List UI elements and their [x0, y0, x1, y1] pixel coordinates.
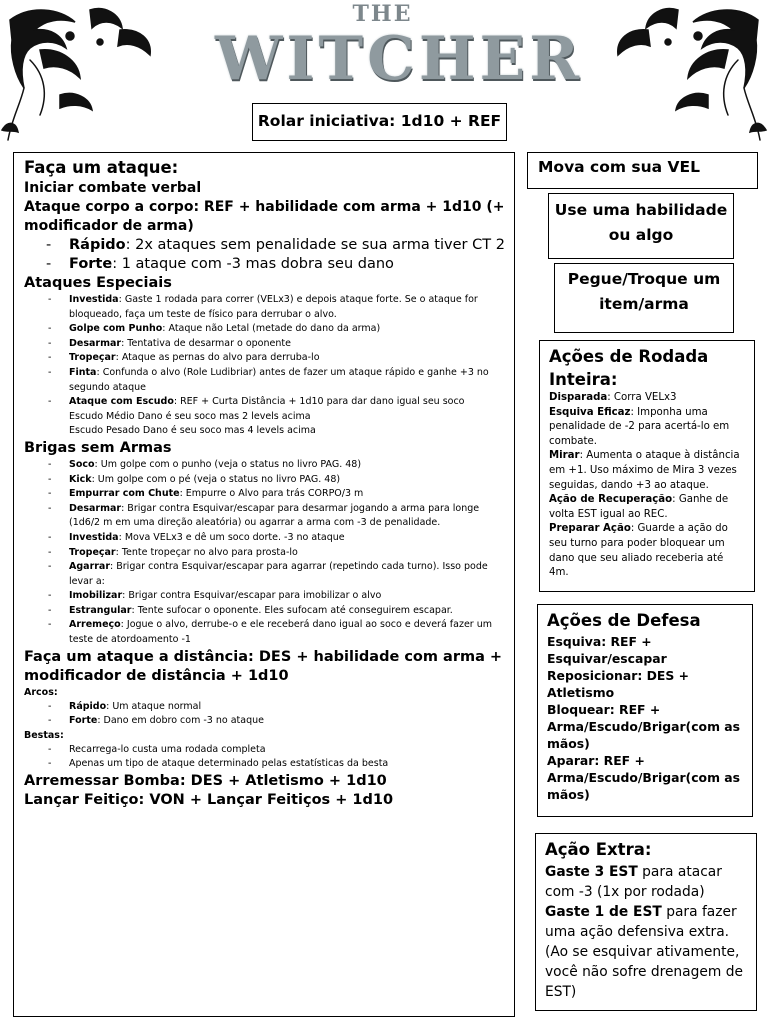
- list-item: - Apenas um tipo de ataque determinado pelas estatísticas da besta: [24, 757, 514, 772]
- shield-note: Escudo Pesado Dano é seu soco mas 4 levels acima: [69, 425, 316, 437]
- witcher-logo: [215, 1, 584, 97]
- list-item: - Investida: Gaste 1 rodada para correr (VELx3) e depois ataque forte. Se o ataque for bloqueado, faça um teste de físico para derrubar o alvo.: [24, 293, 514, 322]
- list-item: Esquiva Eficaz: Imponha uma penalidade de -2 para acertá-lo em combate.: [549, 406, 730, 447]
- attack-box: [13, 152, 515, 1017]
- brawl-title: Brigas sem Armas: [24, 439, 172, 456]
- list-item: - Arremeço: Jogue o alvo, derrube-o e ele receberá dano igual ao soco e deverá fazer um teste de atordoamento -1: [24, 618, 514, 647]
- list-item: Gaste 1 de EST para fazer uma ação defensiva extra. (Ao se esquivar ativamente, você não sofre drenagem de EST): [545, 904, 743, 1000]
- list-item: - Desarmar: Brigar contra Esquivar/escapar para desarmar jogando a arma para longe (1d6/2 m em uma direção aleatória) ou agarrar a arma com -3 de penalidade.: [24, 502, 514, 531]
- item-box: Pegue/Troque um item/arma: [554, 263, 734, 333]
- ranged-attack: Faça um ataque a distância: DES + habilidade com arma + modificador de distância + 1d10: [24, 648, 503, 684]
- list-item: - Ataque com Escudo: REF + Curta Distância + 1d10 para dar dano igual seu soco: [24, 395, 514, 410]
- logo-the: THE: [352, 1, 413, 27]
- list-item: - Finta: Confunda o alvo (Role Ludibriar) antes de fazer um ataque rápido e ganhe +3 no segundo ataque: [24, 366, 514, 395]
- full-round-actions-box: [539, 340, 755, 592]
- verbal-combat: Iniciar combate verbal: [24, 180, 202, 196]
- defense-actions-box: [537, 604, 753, 817]
- list-item: - Rápido: Um ataque normal: [24, 700, 514, 715]
- defense-title: Ações de Defesa: [547, 611, 701, 630]
- list-item: - Recarrega-lo custa uma rodada completa: [24, 743, 514, 758]
- logo-witcher: WITCHER: [215, 24, 584, 94]
- list-item: - Soco: Um golpe com o punho (veja o status no livro PAG. 48): [24, 458, 514, 473]
- bomb-throw: Arremessar Bomba: DES + Atletismo + 1d10: [24, 773, 387, 790]
- list-item: - Investida: Mova VELx3 e dê um soco dorte. -3 no ataque: [24, 531, 514, 546]
- list-item: Esquiva: REF + Esquivar/escapar: [547, 634, 667, 666]
- list-item: Reposicionar: DES + Atletismo: [547, 668, 689, 700]
- extra-title: Ação Extra:: [545, 840, 652, 859]
- list-item: - Agarrar: Brigar contra Esquivar/escapar para agarrar (repetindo cada turno). Isso pode levar a:: [24, 560, 514, 589]
- crossbows-title: Bestas:: [24, 729, 64, 741]
- list-item: - Rápido: 2x ataques sem penalidade se sua arma tiver CT 2: [24, 236, 514, 255]
- list-item: Disparada: Corra VELx3: [549, 392, 677, 403]
- list-item: - Tropeçar: Tente tropeçar no alvo para prosta-lo: [24, 546, 514, 561]
- spell-cast: Lançar Feitiço: VON + Lançar Feitiços + 1d10: [24, 792, 394, 809]
- list-item: Bloquear: REF + Arma/Escudo/Brigar(com as mãos): [547, 702, 741, 751]
- list-item: - Desarmar: Tentativa de desarmar o oponente: [24, 337, 514, 352]
- shield-note: Escudo Médio Dano é seu soco mas 2 levels acima: [69, 410, 311, 422]
- list-item: - Estrangular: Tente sufocar o oponente. Eles sufocam até conseguirem escapar.: [24, 604, 514, 619]
- bows-title: Arcos:: [24, 686, 58, 698]
- special-attacks-title: Ataques Especiais: [24, 275, 172, 291]
- list-item: - Forte: Dano em dobro com -3 no ataque: [24, 714, 514, 729]
- list-item: - Tropeçar: Ataque as pernas do alvo para derruba-lo: [24, 351, 514, 366]
- list-item: - Kick: Um golpe com o pé (veja o status no livro PAG. 48): [24, 473, 514, 488]
- extra-action-box: [535, 833, 757, 1011]
- melee-attack: Ataque corpo a corpo: REF + habilidade com arma + 1d10 (+ modificador de arma): [24, 199, 505, 234]
- list-item: Mirar: Aumenta o ataque à distância em +1. Uso máximo de Mira 3 vezes seguidas, dando +3 ao ataque.: [549, 450, 740, 491]
- left-floral-ornament: [0, 0, 160, 150]
- list-item: - Imobilizar: Brigar contra Esquivar/escapar para imobilizar o alvo: [24, 589, 514, 604]
- full-round-title: Ações de Rodada Inteira:: [549, 347, 709, 389]
- list-item: - Forte: 1 ataque com -3 mas dobra seu dano: [24, 255, 514, 274]
- attack-title: Faça um ataque:: [24, 158, 179, 177]
- list-item: Preparar Ação: Guarde a ação do seu turno para poder bloquear um dano que seu aliado receberia até 4m.: [549, 523, 728, 579]
- list-item: - Empurrar com Chute: Empurre o Alvo para trás CORPO/3 m: [24, 487, 514, 502]
- right-floral-ornament: [608, 0, 768, 150]
- move-box: Mova com sua VEL: [527, 152, 758, 189]
- initiative-box: Rolar iniciativa: 1d10 + REF: [252, 103, 507, 141]
- list-item: - Golpe com Punho: Ataque não Letal (metade do dano da arma): [24, 322, 514, 337]
- list-item: Gaste 3 EST para atacar com -3 (1x por rodada): [545, 864, 722, 900]
- skill-box: Use uma habilidade ou algo: [548, 193, 734, 259]
- list-item: Ação de Recuperação: Ganhe de volta EST igual ao REC.: [549, 494, 729, 520]
- list-item: Aparar: REF + Arma/Escudo/Brigar(com as mãos): [547, 753, 741, 802]
